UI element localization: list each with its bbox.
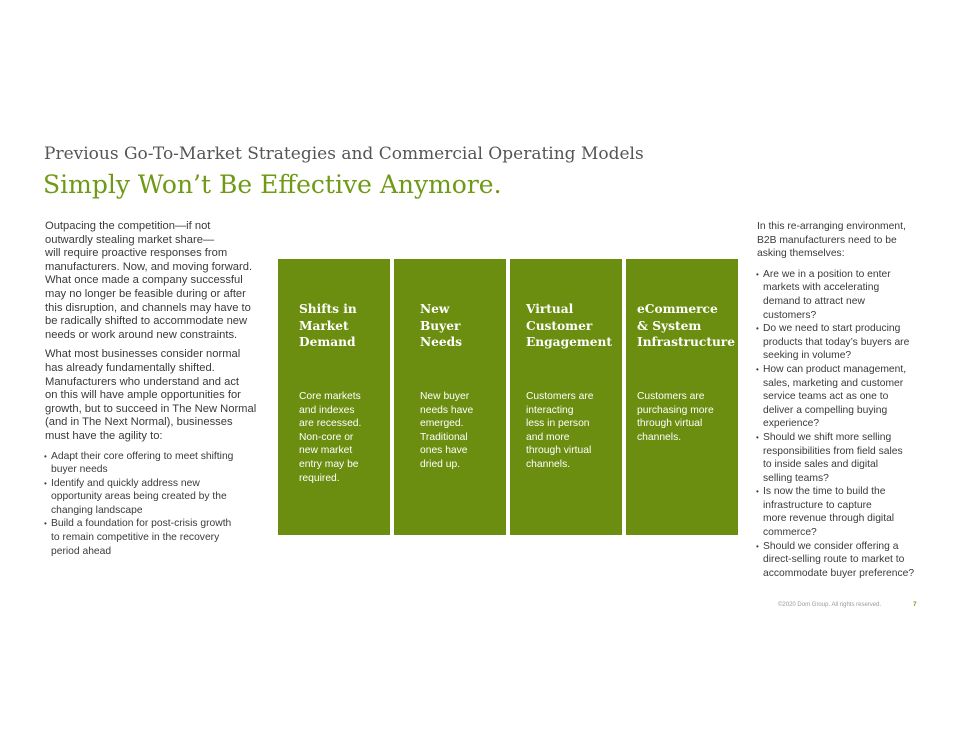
page-subtitle: Previous Go-To-Market Strategies and Commercial Operating Models xyxy=(44,144,644,164)
list-item: • Should we shift more selling responsibilities from field sales to inside sales and digital selling teams? xyxy=(757,431,932,485)
list-item: • Build a foundation for post-crisis growth to remain competitive in the recovery period ahead xyxy=(45,517,260,558)
right-column xyxy=(757,220,932,580)
list-item: • Are we in a position to enter markets with accelerating demand to attract new customers? xyxy=(757,268,932,322)
right-intro: In this re-arranging environment, B2B manufacturers need to be asking themselves: xyxy=(757,221,906,260)
list-item: • How can product management, sales, marketing and customer service teams act as one to deliver a compelling buying experience? xyxy=(757,363,932,431)
agility-list xyxy=(45,450,260,559)
panel-body: Customers are purchasing more through virtual channels. xyxy=(637,391,714,443)
left-paragraph-1: Outpacing the competition—if not outwardly stealing market share— will require proactive responses from manufacturers. Now, and moving forward. What once made a company successful may no longer be feasible during or after this disruption, and channels may have to be radically shifted to accommodate new needs or work around new constraints. xyxy=(45,220,253,341)
page-title: Simply Won’t Be Effective Anymore. xyxy=(43,170,502,199)
page-number: 7 xyxy=(913,601,917,608)
copyright-footer: ©2020 Dom Group. All rights reserved. xyxy=(778,602,882,608)
list-item: • Is now the time to build the infrastructure to capture more revenue through digital commerce? xyxy=(757,485,932,539)
panel-market-demand xyxy=(278,259,390,535)
panel-heading: New Buyer Needs xyxy=(420,302,463,349)
list-item: • Identify and quickly address new opportunity areas being created by the changing landscape xyxy=(45,477,260,518)
panel-body: Customers are interacting less in person and more through virtual channels. xyxy=(526,391,594,470)
panel-heading: Virtual Customer Engagement xyxy=(526,302,612,349)
panel-heading: eCommerce & System Infrastructure xyxy=(637,302,735,349)
left-paragraph-2: What most businesses consider normal has already fundamentally shifted. Manufacturers who understand and act on this will have ample opportunities for growth, but to succeed in The New Normal (and in The Next Normal), businesses must have the agility to: xyxy=(45,348,257,442)
panel-body: New buyer needs have emerged. Traditional ones have dried up. xyxy=(420,391,474,470)
panel-ecommerce-infrastructure xyxy=(626,259,738,535)
questions-list xyxy=(757,268,932,581)
panel-heading: Shifts in Market Demand xyxy=(299,302,357,349)
panel-customer-engagement xyxy=(510,259,622,535)
list-item: • Do we need to start producing products that today’s buyers are seeking in volume? xyxy=(757,322,932,363)
left-column xyxy=(45,220,260,558)
list-item: • Adapt their core offering to meet shifting buyer needs xyxy=(45,450,260,477)
panel-body: Core markets and indexes are recessed. Non-core or new market entry may be required. xyxy=(299,391,362,484)
list-item: • Should we consider offering a direct-selling route to market to accommodate buyer preference? xyxy=(757,540,932,581)
panel-buyer-needs xyxy=(394,259,506,535)
